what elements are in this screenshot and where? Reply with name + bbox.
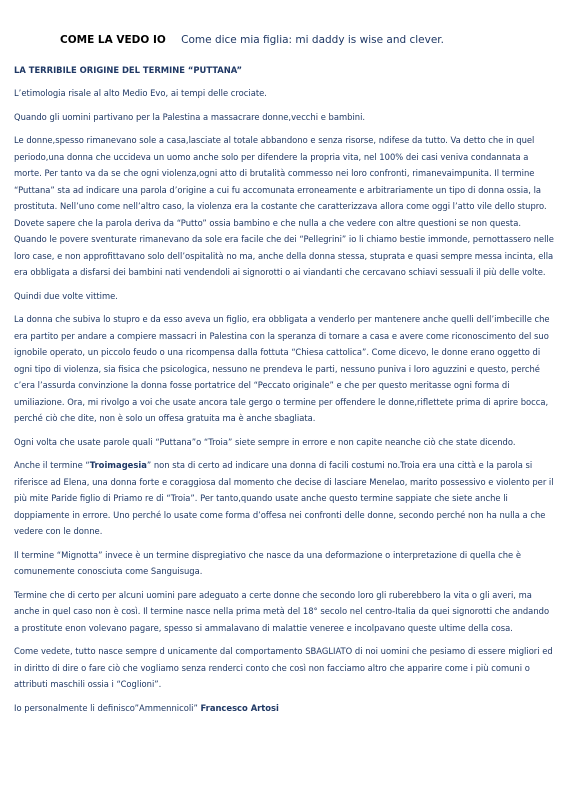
paragraph-7-rest: ” non sta di certo ad indicare una donna di facili costumi no.Troia era una città e la parola si riferisce ad Elena, una donna forte e coraggiosa dal momento che decise di lasciare Menelao, marito possessivo e violento per il più mite Paride figlio di Priamo re di “Troia”. Per tanto,quando usate anche questo termine sappiate che siete anche li doppiamente in errore. Uno perché lo usate come forma d’offesa nei confronti delle donne, secondo perché non ha nulla a che vedere con le donne.: [14, 460, 554, 536]
troimagesia-term: Troimagesia: [89, 460, 147, 470]
paragraph-7-lead: Anche il termine “: [14, 460, 90, 470]
blog-brand: COME LA VEDO IO: [60, 34, 166, 46]
paragraph-7: [14, 457, 554, 540]
paragraph-8: Il termine “Mignotta” invece è un termine dispregiativo che nasce da una deformazione o interpretazione di quella che è comunemente conosciuta come Sanguisuga.: [14, 549, 521, 576]
paragraph-1: L’etimologia risale al alto Medio Evo, ai tempi delle crociate.: [14, 88, 267, 98]
signature-text: Io personalmente li definisco”Ammennicoli”: [14, 702, 201, 713]
paragraph-10: Come vedete, tutto nasce sempre d unicamente dal comportamento SBAGLIATO di noi uomini che pesiamo di essere migliori ed in diritto di dire o fare ciò che vogliamo senza renderci conto che così non facciamo altro che apparire come i più comuni o attributi maschili ossia i “Coglioni”.: [14, 646, 553, 689]
paragraph-9: Termine che di certo per alcuni uomini pare adeguato a certe donne che secondo loro gli ruberebbero la vita o gli averi, ma anche in quel caso non è così. Il termine nasce nella prima metà del 18° secolo nel centro-Italia da quei signorotti che andando a prostitute enon volevano pagare, spesso si ammalavano di malattie veneree e incolpavano queste ultime della cosa.: [14, 589, 550, 633]
article-body: [14, 64, 554, 723]
author-name: Francesco Artosi: [200, 702, 279, 713]
paragraph-6: Ogni volta che usate parole quali “Puttana”o “Troia” siete sempre in errore e non capite neanche ciò che state dicendo.: [14, 436, 516, 447]
article-title: LA TERRIBILE ORIGINE DEL TERMINE “PUTTANA”: [14, 65, 242, 75]
signature-line: [14, 700, 554, 717]
blog-motto: Come dice mia figlia: mi daddy is wise and clever.: [181, 34, 444, 46]
paragraph-3: Le donne,spesso rimanevano sole a casa,lasciate al totale abbandono e senza risorse, ndifese da tutto. Va detto che in quel periodo,una donna che uccideva un uomo anche solo per difendere la propria vita, nel 100% dei casi veniva condannata a morte. Per tanto va da se che ogni violenza,ogni atto di brutalità commesso nei loro confronti, rimanevaimpunita. Il termine “Puttana” sta ad indicare una parola d’origine a cui fu accomunata erroneamente e arbitrariamente un tipo di donna ossia, la prostituta. Nell’uno come nell’altro caso, la violenza era la costante che caratterizzava allora come oggi l’atto vile dello stupro. Dovete sapere che la parola deriva da “Putto” ossia bambino e che nulla a che vedere con altre questioni se non questa. Quando le povere sventurate rimanevano da sole era facile che dei “Pellegrini” io li chiamo bestie immonde, pernottassero nelle loro case, e non approfittavano solo dell’ospitalità no ma, anche della donna stessa, stuprata e quasi sempre messa incinta, ella era obbligata a disfarsi dei bambini nati vendendoli ai signorotti o ai viandanti che cercavano schiavi sessuali il più delle volte.: [14, 135, 554, 277]
paragraph-5: La donna che subiva lo stupro e da esso aveva un figlio, era obbligata a venderlo per mantenere anche quelli dell’imbecille che era partito per andare a compiere massacri in Palestina con la speranza di tornare a casa e avere come riconoscimento del suo ignobile operato, un piccolo feudo o una ricompensa dalla fottuta “Chiesa cattolica”. Come dicevo, le donne erano oggetto di ogni tipo di violenza, sia fisica che psicologica, nessuno ne prendeva le parti, nessuno puniva i loro aguzzini e questo, perché c’era l’assurda convinzione la donna fosse portatrice del “Peccato originale” e che per questo meritasse ogni forma di umiliazione. Ora, mi rivolgo a voi che usate ancora tale gergo o termine per offendere le donne,riflettete prima di aprire bocca, perché ciò che dite, non è solo un offesa gratuita ma è anche sbagliata.: [14, 314, 550, 423]
paragraph-4: Quindi due volte vittime.: [14, 290, 118, 301]
page-header: [60, 33, 550, 47]
paragraph-2: Quando gli uomini partivano per la Palestina a massacrare donne,vecchi e bambini.: [14, 111, 366, 122]
